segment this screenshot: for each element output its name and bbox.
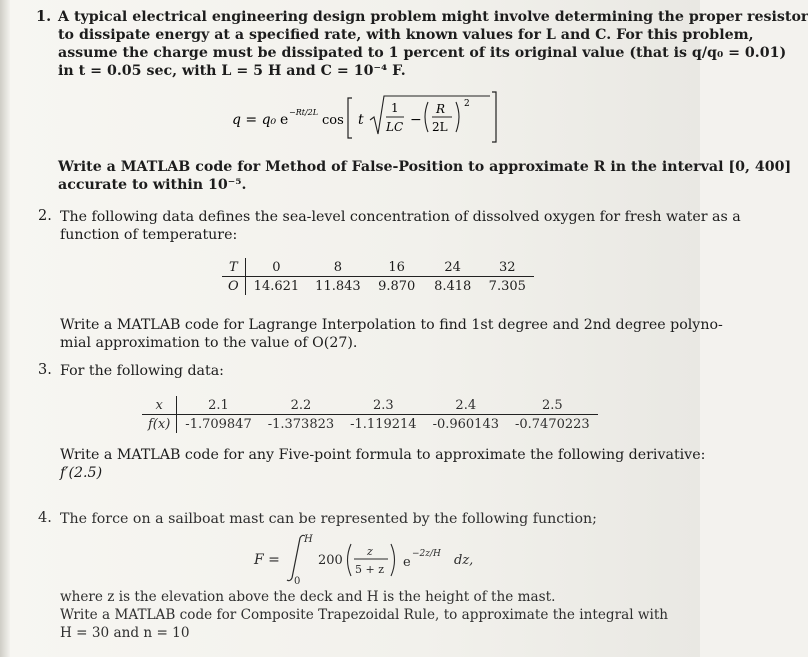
q2-cell: 16 [369,258,425,277]
q1-line-1: A typical electrical engineering design problem might involve determining the proper resistor [58,9,808,25]
eq1-right-paren [456,102,459,132]
q3-cell: -1.373823 [267,416,335,432]
eq1-exp-base: e [280,112,289,128]
q2-cell: 11.843 [315,278,361,294]
q1-line-2: to dissipate energy at a specified rate, with known values for L and C. For this problem, [58,27,754,43]
page-edge-shadow [0,0,10,657]
q4-where-line-1: where z is the elevation above the deck and H is the height of the mast. [60,589,556,605]
q2-cell: 9.870 [378,278,416,294]
q3-task-line-1: Write a MATLAB code for any Five-point formula to approximate the following derivative: [60,447,706,463]
q4-equation [250,530,510,586]
q3-data-table [142,396,598,433]
eq4-frac-den: 5 + z [355,563,385,576]
q3-cell: 2.4 [425,396,507,415]
eq1-frac-den: LC [386,120,404,134]
question-3-number: 3. [38,362,52,378]
q2-cell: 14.621 [253,278,300,294]
eq1-left-paren [425,102,428,132]
eq4-coef: 200 [318,553,343,568]
q3-cell: -1.119214 [350,416,417,432]
q2-cell: 8 [307,258,369,277]
question-4-number: 4. [38,510,52,526]
q2-cell: 7.305 [488,278,526,294]
q3-row1-label: x [142,396,177,415]
q2-task-line-1: Write a MATLAB code for Lagrange Interpolation to find 1st degree and 2nd degree polyno- [60,317,723,333]
q1-equation [220,86,500,146]
q1-task-line-2: accurate to within 10⁻⁵. [58,177,247,193]
q2-table-row-o [222,277,534,296]
eq1-frac-num: 1 [391,101,399,115]
eq4-right-paren [391,544,395,576]
q3-cell: 2.3 [342,396,424,415]
q2-cell: 8.418 [434,278,472,294]
eq4-frac-num: z [367,545,373,558]
q3-cell: -0.960143 [432,416,499,432]
q1-task-line-1: Write a MATLAB code for Method of False-Position to approximate R in the interval [0, 400] [58,159,792,175]
eq4-dz: dz, [454,553,474,568]
eq1-cos: cos [322,113,344,128]
q2-line-1: The following data defines the sea-level concentration of dissolved oxygen for fresh water as a [60,209,741,225]
eq4-integral-sign [287,535,305,580]
q3-task-line-2: f′(2.5) [60,465,103,481]
q3-line-1: For the following data: [60,363,224,379]
q3-cell: 2.5 [507,396,598,415]
eq4-left-paren [348,544,352,576]
eq1-rfrac-num: R [436,102,446,116]
q4-line-1: The force on a sailboat mast can be represented by the following function; [60,511,597,527]
q3-cell: 2.2 [260,396,342,415]
q3-row2-label: f(x) [142,415,177,434]
q3-cell: -1.709847 [185,416,252,432]
eq4-lower-limit: 0 [294,576,301,587]
question-1-number: 1. [36,8,52,25]
q2-row2-label: O [222,277,245,296]
q2-table-row-t [222,258,534,277]
eq4-exp-sup: −2z/H [412,549,441,559]
eq1-minus: − [410,112,422,128]
eq1-lhs: q = q₀ [232,112,277,128]
q3-table-row-x [142,396,598,415]
eq1-rfrac-den: 2L [432,120,448,134]
q2-cell: 0 [245,258,307,277]
eq1-t: t [358,112,364,128]
q2-cell: 32 [481,258,534,277]
q2-data-table [222,258,534,295]
eq4-exp-base: e [403,555,411,570]
q2-row1-label: T [222,258,245,277]
q2-cell: 24 [425,258,481,277]
eq4-lhs: F = [254,552,280,568]
question-2-number: 2. [38,208,52,224]
eq4-upper-limit: H [304,534,313,545]
q1-line-3: assume the charge must be dissipated to 1 percent of its original value (that is q/q₀ = 0.01) [58,45,787,61]
q3-cell: -0.7470223 [514,416,590,432]
q3-table-row-fx [142,415,598,434]
q3-cell: 2.1 [177,396,260,415]
q2-task-line-2: mial approximation to the value of O(27). [60,335,358,351]
eq1-exp-sup: −Rt/2L [289,108,319,117]
q2-line-2: function of temperature: [60,227,238,243]
eq1-right-bracket [492,92,496,142]
eq1-power: 2 [464,99,470,109]
q4-where-line-3: H = 30 and n = 10 [60,625,190,641]
eq1-left-bracket [348,98,352,138]
q4-where-line-2: Write a MATLAB code for Composite Trapezoidal Rule, to approximate the integral with [60,607,669,623]
q1-line-4: in t = 0.05 sec, with L = 5 H and C = 10⁻⁴ F. [58,63,406,79]
